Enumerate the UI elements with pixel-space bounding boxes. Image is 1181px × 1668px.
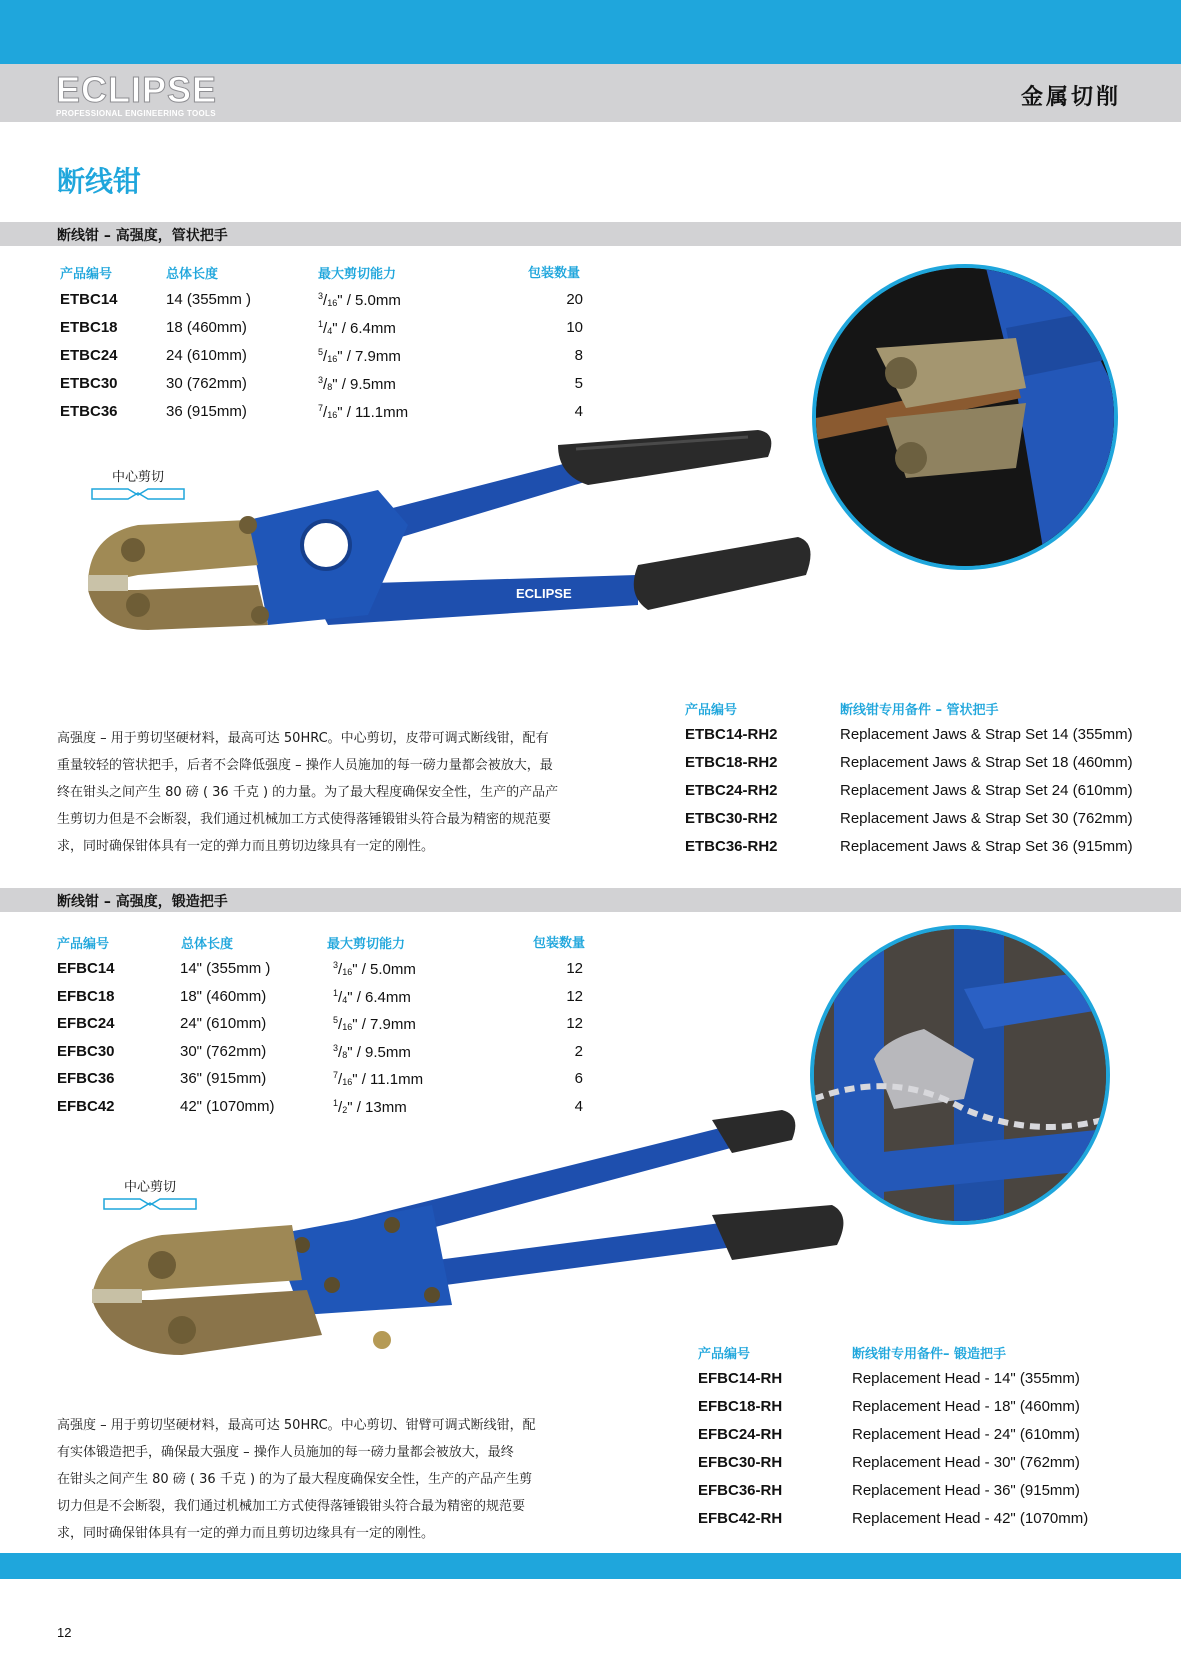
part-code: EFBC42-RH — [698, 1510, 783, 1527]
overall-length: 18 (460mm) — [166, 319, 247, 336]
fraction-denominator: 4 — [342, 994, 348, 1005]
product-code: ETBC24 — [60, 347, 118, 364]
pack-quantity: 6 — [574, 1070, 583, 1087]
description-line: 生剪切力但是不会断裂，我们通过机械加工方式使得落锤锻钳头符合最为精密的规范要 — [57, 812, 552, 827]
description-line: 切力但是不会断裂，我们通过机械加工方式使得落锤锻钳头符合最为精密的规范要 — [57, 1499, 526, 1514]
col-header-length: 总体长度 — [181, 937, 234, 952]
brand-name: ECLIPSE — [56, 69, 218, 110]
part-description: Replacement Jaws & Strap Set 24 (610mm) — [840, 782, 1133, 799]
part-description: Replacement Head - 36" (915mm) — [852, 1482, 1080, 1499]
cutting-capacity: $^7/_{16}$" / 11.1mm — [318, 403, 409, 421]
pack-quantity: 20 — [566, 291, 583, 308]
description-line: 重量较轻的管状把手，后者不会降低强度 – 操作人员施加的每一磅力量都会被放大，最 — [57, 758, 553, 773]
description-line: 高强度 – 用于剪切坚硬材料，最高可达 50HRC。中心剪切，皮带可调式断线钳，配有 — [57, 731, 549, 746]
capacity-metric: " / 5.0mm — [352, 961, 416, 978]
pack-quantity: 5 — [574, 375, 583, 392]
pack-quantity: 12 — [566, 1015, 583, 1032]
fraction-denominator: 2 — [342, 1104, 348, 1115]
page-title: 断线钳 — [57, 165, 142, 198]
top-color-band — [0, 0, 1181, 64]
parts-header-code: 产品编号 — [685, 703, 738, 718]
description-forged — [57, 1412, 602, 1547]
part-code: ETBC30-RH2 — [685, 810, 778, 827]
product-code: ETBC36 — [60, 403, 118, 420]
overall-length: 24 (610mm) — [166, 347, 247, 364]
cutting-capacity: $^1/_4$" / 6.4mm — [333, 987, 411, 1006]
fraction-numerator: 1 — [318, 319, 324, 329]
overall-length: 36 (915mm) — [166, 403, 247, 420]
subsection-heading: 断线钳 – 高强度，管状把手 — [57, 228, 228, 244]
product-code: ETBC14 — [60, 291, 118, 308]
capacity-metric: " / 11.1mm — [352, 1071, 424, 1088]
capacity-metric: " / 7.9mm — [352, 1016, 416, 1033]
part-description: Replacement Head - 24" (610mm) — [852, 1426, 1080, 1443]
subsection-heading: 断线钳 – 高强度，锻造把手 — [57, 894, 228, 910]
capacity-metric: " / 6.4mm — [332, 320, 396, 337]
product-code: EFBC24 — [57, 1015, 115, 1032]
parts-header-code: 产品编号 — [698, 1347, 751, 1362]
fraction-denominator: 16 — [327, 354, 338, 364]
col-header-code: 产品编号 — [60, 267, 113, 282]
cutting-capacity: $^3/_{16}$" / 5.0mm — [318, 291, 401, 309]
fraction-numerator: 3 — [333, 1042, 339, 1053]
fraction-numerator: 3 — [318, 291, 324, 301]
cutting-capacity: $^7/_{16}$" / 11.1mm — [333, 1070, 424, 1088]
cutting-capacity: $^3/_8$" / 9.5mm — [333, 1042, 411, 1061]
fraction-denominator: 8 — [327, 382, 333, 392]
brand-logo — [56, 69, 246, 118]
fraction-denominator: 16 — [342, 967, 353, 977]
fraction-denominator: 16 — [327, 298, 338, 308]
description-line: 求，同时确保钳体具有一定的弹力而且剪切边缘具有一定的刚性。 — [57, 1526, 435, 1541]
description-tubular — [57, 725, 602, 860]
product-code: EFBC42 — [57, 1097, 115, 1115]
fraction-numerator: 5 — [318, 347, 324, 357]
part-description: Replacement Jaws & Strap Set 30 (762mm) — [840, 810, 1133, 827]
cutting-capacity: $^5/_{16}$" / 7.9mm — [318, 347, 401, 365]
cutting-capacity: $^3/_8$" / 9.5mm — [318, 375, 396, 393]
part-code: ETBC36-RH2 — [685, 838, 778, 855]
overall-length: 14 (355mm ) — [166, 291, 252, 308]
cutting-capacity: $^3/_{16}$" / 5.0mm — [333, 960, 416, 978]
description-line: 高强度 – 用于剪切坚硬材料，最高可达 50HRC。中心剪切、钳臂可调式断线钳，配 — [57, 1418, 536, 1433]
description-line: 有实体锻造把手，确保最大强度 – 操作人员施加的每一磅力量都会被放大，最终 — [57, 1445, 514, 1460]
center-cut-label: 中心剪切 — [111, 470, 164, 485]
pack-quantity: 12 — [566, 987, 583, 1005]
cutting-capacity: $^5/_{16}$" / 7.9mm — [333, 1015, 416, 1033]
product-photo-tubular — [812, 264, 1118, 570]
center-cut-label: 中心剪切 — [123, 1180, 176, 1195]
part-description: Replacement Head - 30" (762mm) — [852, 1454, 1080, 1471]
part-code: ETBC24-RH2 — [685, 782, 778, 799]
product-code: EFBC36 — [57, 1070, 115, 1087]
part-description: Replacement Jaws & Strap Set 36 (915mm) — [840, 838, 1133, 855]
overall-length: 42" (1070mm) — [180, 1097, 275, 1115]
capacity-metric: " / 5.0mm — [337, 292, 401, 309]
part-description: Replacement Head - 18" (460mm) — [852, 1398, 1080, 1415]
parts-header-desc: 断线钳专用备件 – 管状把手 — [840, 703, 999, 718]
capacity-metric: " / 6.4mm — [347, 988, 411, 1006]
col-header-qty: 包装数量 — [533, 936, 586, 951]
fraction-numerator: 1 — [333, 1097, 339, 1108]
cutting-capacity: $^1/_4$" / 6.4mm — [318, 319, 396, 337]
capacity-metric: " / 11.1mm — [337, 404, 409, 421]
bottom-color-band — [0, 1553, 1181, 1579]
part-code: EFBC14-RH — [698, 1370, 783, 1387]
product-code: ETBC18 — [60, 319, 118, 336]
description-line: 求，同时确保钳体具有一定的弹力而且剪切边缘具有一定的刚性。 — [57, 839, 435, 854]
overall-length: 30 (762mm) — [166, 375, 247, 392]
fraction-numerator: 7 — [318, 403, 324, 413]
col-header-capacity: 最大剪切能力 — [327, 937, 406, 952]
product-code: EFBC14 — [57, 960, 115, 977]
col-header-qty: 包装数量 — [528, 266, 581, 281]
fraction-denominator: 4 — [327, 326, 333, 336]
part-code: EFBC18-RH — [698, 1398, 783, 1415]
overall-length: 18" (460mm) — [180, 987, 267, 1005]
part-code: ETBC18-RH2 — [685, 754, 778, 771]
col-header-code: 产品编号 — [57, 937, 110, 952]
description-line: 终在钳头之间产生 80 磅 ( 36 千克 ) 的力量。为了最大程度确保安全性，生产的产品产 — [57, 785, 559, 800]
product-photo-forged — [810, 925, 1110, 1225]
part-code: ETBC14-RH2 — [685, 726, 778, 743]
product-code: EFBC18 — [57, 987, 115, 1005]
pack-quantity: 4 — [574, 403, 583, 420]
fraction-numerator: 7 — [333, 1070, 339, 1080]
overall-length: 36" (915mm) — [180, 1070, 267, 1087]
fraction-numerator: 1 — [333, 987, 339, 998]
pack-quantity: 8 — [574, 347, 583, 364]
part-code: EFBC24-RH — [698, 1426, 783, 1443]
fraction-denominator: 8 — [342, 1049, 348, 1060]
part-description: Replacement Head - 42" (1070mm) — [852, 1510, 1089, 1527]
capacity-metric: " / 9.5mm — [347, 1043, 411, 1061]
subsection-bar-tubular — [0, 222, 1181, 246]
chain-cutting-photo-image — [814, 929, 1106, 1221]
pack-quantity: 10 — [566, 319, 583, 336]
pack-quantity: 2 — [574, 1042, 583, 1060]
part-description: Replacement Head - 14" (355mm) — [852, 1370, 1080, 1387]
fraction-numerator: 3 — [333, 960, 339, 970]
tool-brand-text: ECLIPSE — [516, 586, 572, 601]
part-code: EFBC30-RH — [698, 1454, 783, 1471]
page-number: 12 — [57, 1625, 72, 1640]
part-code: EFBC36-RH — [698, 1482, 783, 1499]
fraction-denominator: 16 — [342, 1077, 353, 1087]
overall-length: 30" (762mm) — [180, 1042, 267, 1060]
col-header-capacity: 最大剪切能力 — [318, 267, 397, 282]
parts-header-desc: 断线钳专用备件– 锻造把手 — [852, 1347, 1007, 1362]
product-code: ETBC30 — [60, 375, 118, 392]
capacity-metric: " / 9.5mm — [332, 376, 396, 393]
forged-bolt-cutter-image — [92, 1105, 852, 1375]
cutting-photo-image — [816, 268, 1114, 566]
tubular-bolt-cutter-image — [78, 425, 818, 665]
overall-length: 24" (610mm) — [180, 1015, 267, 1032]
subsection-bar-forged — [0, 888, 1181, 912]
col-header-length: 总体长度 — [166, 267, 219, 282]
fraction-denominator: 16 — [327, 410, 338, 420]
pack-quantity: 12 — [566, 960, 583, 977]
section-heading: 金属切削 — [1020, 85, 1121, 110]
pack-quantity: 4 — [574, 1097, 583, 1115]
fraction-numerator: 3 — [318, 375, 324, 385]
part-description: Replacement Jaws & Strap Set 14 (355mm) — [840, 726, 1133, 743]
overall-length: 14" (355mm ) — [180, 960, 271, 977]
fraction-denominator: 16 — [342, 1022, 353, 1032]
product-code: EFBC30 — [57, 1042, 115, 1060]
part-description: Replacement Jaws & Strap Set 18 (460mm) — [840, 754, 1133, 771]
description-line: 在钳头之间产生 80 磅 ( 36 千克 ) 的为了最大程度确保安全性，生产的产品产生剪 — [57, 1472, 533, 1487]
capacity-metric: " / 13mm — [347, 1098, 407, 1116]
fraction-numerator: 5 — [333, 1015, 339, 1025]
brand-tagline: PROFESSIONAL ENGINEERING TOOLS — [56, 109, 216, 118]
cutting-capacity: $^1/_2$" / 13mm — [333, 1097, 407, 1116]
capacity-metric: " / 7.9mm — [337, 348, 401, 365]
